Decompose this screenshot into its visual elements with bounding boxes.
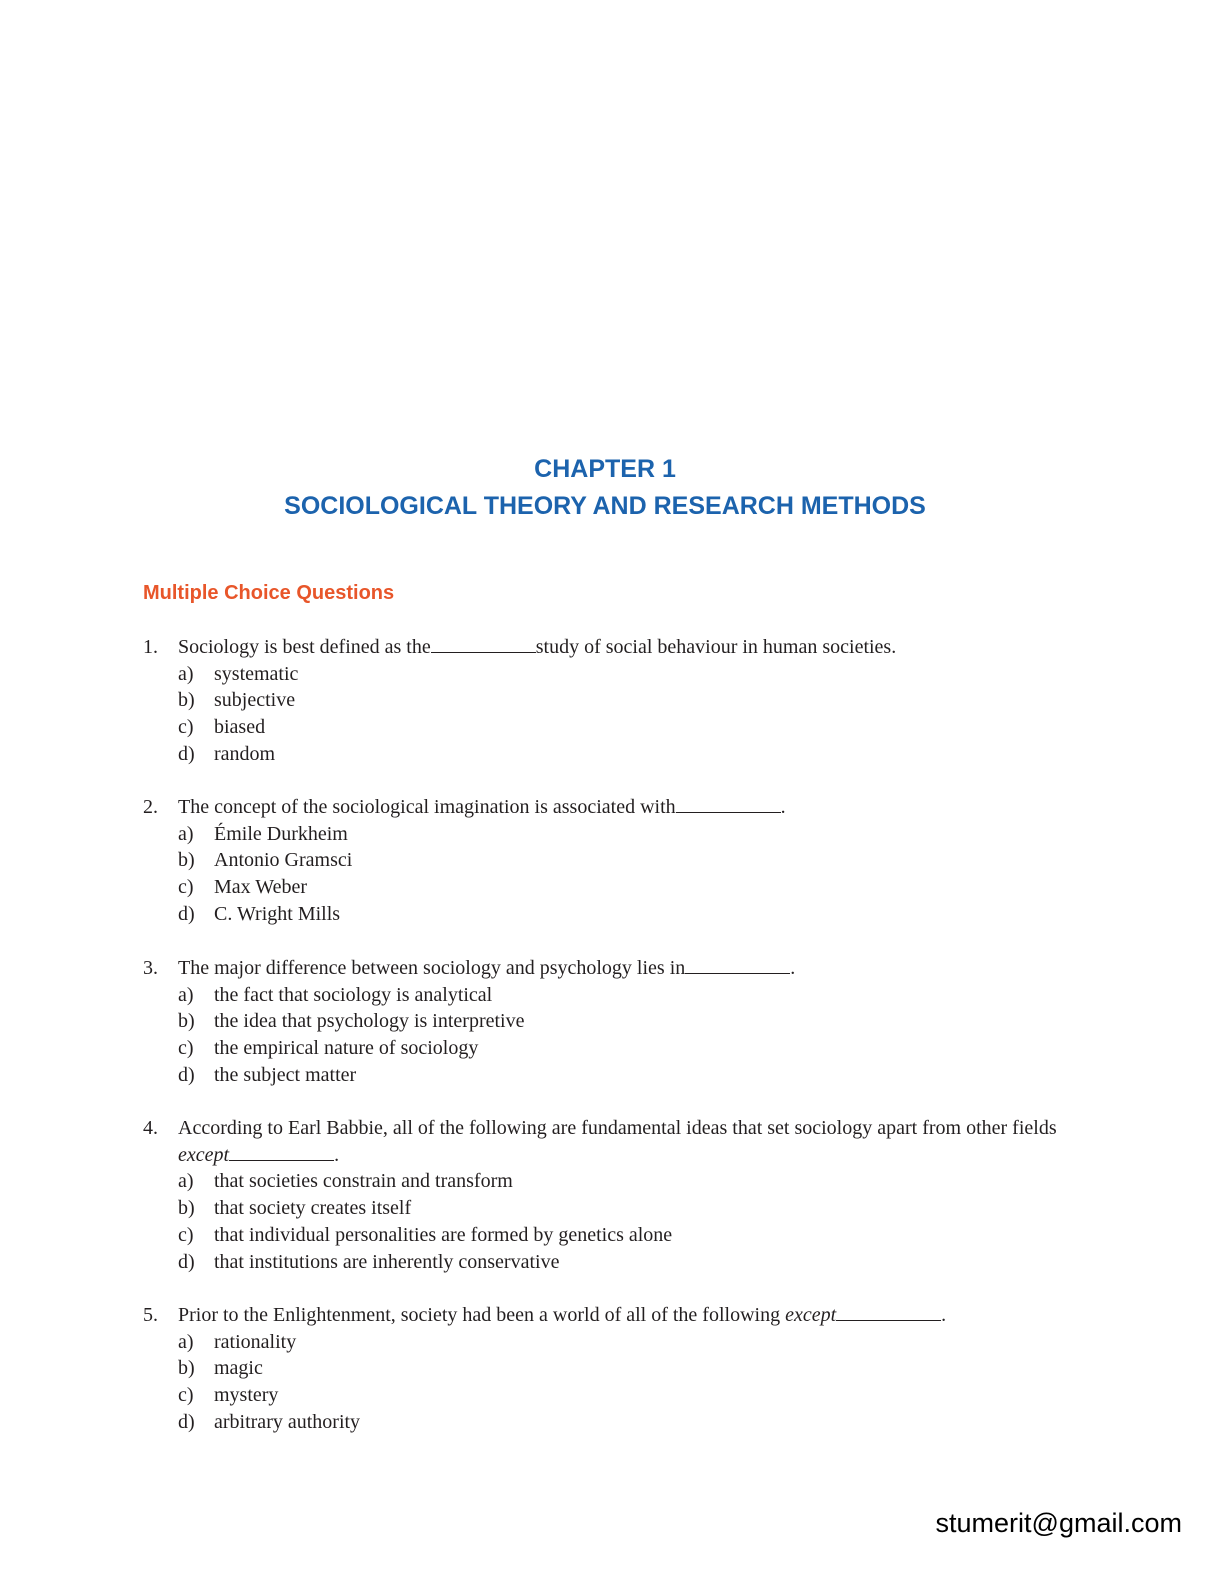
stem-emphasis: except xyxy=(785,1304,837,1326)
stem-text: The concept of the sociological imagination is associated with xyxy=(178,796,676,818)
question-1 xyxy=(143,634,1078,768)
stem-text: Sociology is best defined as the xyxy=(178,636,431,658)
question-stem xyxy=(143,1115,1078,1168)
options-list xyxy=(143,1168,1078,1275)
option-text: arbitrary authority xyxy=(214,1410,361,1433)
option-letter: d) xyxy=(178,1063,195,1086)
options-list xyxy=(143,1329,1078,1436)
option-c xyxy=(143,1035,1078,1062)
chapter-number: CHAPTER 1 xyxy=(534,455,676,483)
question-number: 5. xyxy=(143,1304,158,1326)
option-letter: b) xyxy=(178,689,195,712)
answer-blank xyxy=(229,1142,334,1161)
option-letter: b) xyxy=(178,1197,195,1220)
option-letter: c) xyxy=(178,876,194,899)
question-stem xyxy=(143,794,1078,821)
option-text: systematic xyxy=(214,662,299,685)
answer-blank xyxy=(676,794,781,813)
option-d xyxy=(143,1062,1078,1089)
option-d xyxy=(143,741,1078,768)
option-text: Émile Durkheim xyxy=(214,822,348,845)
question-3 xyxy=(143,955,1078,1089)
option-text: Antonio Gramsci xyxy=(214,849,353,872)
option-letter: d) xyxy=(178,1250,195,1273)
option-d xyxy=(143,1249,1078,1276)
question-stem xyxy=(143,1302,1078,1329)
option-letter: a) xyxy=(178,983,194,1006)
option-text: the subject matter xyxy=(214,1063,357,1086)
option-c xyxy=(143,874,1078,901)
option-c xyxy=(143,1382,1078,1409)
stem-text: study of social behaviour in human societies. xyxy=(535,636,897,658)
stem-text: . xyxy=(790,957,796,979)
option-text: that societies constrain and transform xyxy=(214,1170,513,1193)
option-letter: c) xyxy=(178,1223,194,1246)
option-text: C. Wright Mills xyxy=(214,902,341,925)
option-letter: c) xyxy=(178,716,194,739)
footer-email: stumerit@gmail.com xyxy=(935,1508,1182,1538)
option-a xyxy=(143,821,1078,848)
option-text: mystery xyxy=(214,1384,279,1407)
option-text: biased xyxy=(214,716,266,739)
option-text: the empirical nature of sociology xyxy=(214,1037,479,1060)
option-letter: c) xyxy=(178,1037,194,1060)
chapter-title: SOCIOLOGICAL THEORY AND RESEARCH METHODS xyxy=(284,492,926,520)
option-letter: d) xyxy=(178,742,195,765)
stem-text: . xyxy=(334,1143,340,1166)
stem-text: . xyxy=(780,796,786,818)
option-text: rationality xyxy=(214,1330,297,1353)
option-b xyxy=(143,847,1078,874)
option-text: random xyxy=(214,742,276,765)
chapter-heading xyxy=(0,451,1210,525)
stem-text: According to Earl Babbie, all of the following are fundamental ideas that set sociology apart from other fields xyxy=(178,1117,1057,1139)
question-stem xyxy=(143,634,1078,661)
option-letter: d) xyxy=(178,1410,195,1433)
option-letter: a) xyxy=(178,662,194,685)
option-text: the idea that psychology is interpretive xyxy=(214,1010,525,1033)
section-title: Multiple Choice Questions xyxy=(143,582,395,604)
stem-text: Prior to the Enlightenment, society had been a world of all of the following xyxy=(178,1304,786,1326)
option-b xyxy=(143,687,1078,714)
option-letter: a) xyxy=(178,1170,194,1193)
option-letter: b) xyxy=(178,1010,195,1033)
option-text: subjective xyxy=(214,689,296,712)
option-text: the fact that sociology is analytical xyxy=(214,983,493,1006)
question-2 xyxy=(143,794,1078,928)
option-letter: c) xyxy=(178,1384,194,1407)
stem-emphasis: except xyxy=(178,1143,230,1166)
option-letter: d) xyxy=(178,902,195,925)
option-letter: a) xyxy=(178,1330,194,1353)
question-number: 1. xyxy=(143,636,158,658)
option-b xyxy=(143,1355,1078,1382)
option-c xyxy=(143,714,1078,741)
answer-blank xyxy=(685,955,790,974)
option-a xyxy=(143,1329,1078,1356)
option-a xyxy=(143,1168,1078,1195)
option-letter: b) xyxy=(178,849,195,872)
answer-blank xyxy=(431,634,536,653)
answer-blank xyxy=(836,1302,941,1321)
question-4 xyxy=(143,1115,1078,1275)
option-b xyxy=(143,1195,1078,1222)
option-text: Max Weber xyxy=(214,876,307,899)
question-number: 2. xyxy=(143,796,158,818)
option-text: that institutions are inherently conservative xyxy=(214,1250,560,1273)
option-d xyxy=(143,1409,1078,1436)
option-c xyxy=(143,1222,1078,1249)
option-b xyxy=(143,1008,1078,1035)
question-number: 4. xyxy=(143,1117,158,1139)
option-a xyxy=(143,661,1078,688)
option-text: that individual personalities are formed by genetics alone xyxy=(214,1223,673,1246)
stem-text: . xyxy=(941,1304,947,1326)
options-list xyxy=(143,661,1078,768)
stem-text: The major difference between sociology and psychology lies in xyxy=(178,957,686,979)
options-list xyxy=(143,821,1078,928)
question-stem xyxy=(143,955,1078,982)
option-d xyxy=(143,901,1078,928)
option-text: magic xyxy=(214,1357,263,1380)
question-5 xyxy=(143,1302,1078,1436)
option-text: that society creates itself xyxy=(214,1197,412,1220)
question-number: 3. xyxy=(143,957,158,979)
option-a xyxy=(143,982,1078,1009)
options-list xyxy=(143,982,1078,1089)
option-letter: a) xyxy=(178,822,194,845)
option-letter: b) xyxy=(178,1357,195,1380)
